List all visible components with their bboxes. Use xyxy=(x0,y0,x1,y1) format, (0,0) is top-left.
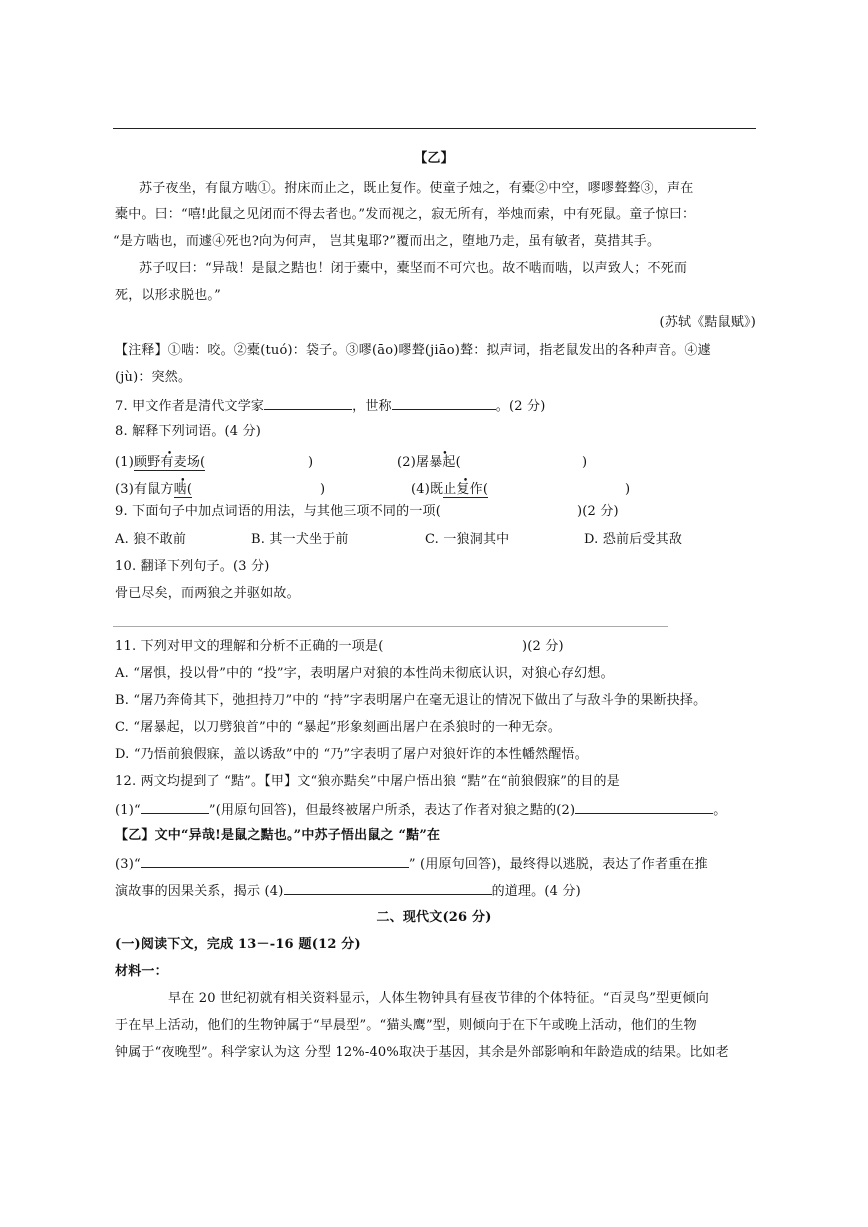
question-8-item-4: (4)既止复作( • xyxy=(411,481,488,499)
question-7: 7. 甲文作者是清代文学家 ，世称 。(2 分) xyxy=(115,396,546,416)
subsection-heading: (一)阅读下文，完成 13－-16 题(12 分) xyxy=(115,937,361,952)
answer-blank[interactable] xyxy=(284,881,492,895)
option-d[interactable]: D. “乃悟前狼假寐，盖以诱敌”中的 “乃”字表明了屠户对狼奸诈的本性幡然醒悟。 xyxy=(115,747,588,762)
option-b[interactable]: B. 其一犬坐于前 xyxy=(251,532,349,547)
question-9: 9. 下面句子中加点词语的用法，与其他三项不同的一项( xyxy=(115,504,442,519)
question-12-line: 演故事的因果关系，揭示 (4) 的道理。(4 分) xyxy=(115,881,581,901)
question-11-score: )(2 分) xyxy=(522,639,564,654)
source-citation: (苏轼《黠鼠赋》) xyxy=(659,315,756,330)
top-rule xyxy=(113,128,756,129)
question-9-score: )(2 分) xyxy=(577,504,619,519)
yi-text-line: 死，以形求脱也。” xyxy=(115,288,221,303)
question-8-item-1: (1)顾野有麦场( • xyxy=(115,454,205,472)
answer-line[interactable] xyxy=(113,626,668,627)
paren-close: ) xyxy=(582,455,588,470)
option-a[interactable]: A. “屠惧，投以骨”中的 “投”字，表明屠户对狼的本性尚未彻底认识，对狼心存幻想。 xyxy=(115,666,614,681)
yi-text-line: 苏子叹曰：“异哉！是鼠之黠也！闭于橐中，橐坚而不可穴也。故不啮而啮，以声致人；不死而 xyxy=(139,261,688,276)
option-a[interactable]: A. 狼不敢前 xyxy=(115,532,187,547)
annotation-line: (jù)：突然。 xyxy=(115,370,192,385)
material-text-line: 早在 20 世纪初就有相关资料显示，人体生物钟具有昼夜节律的个体特征。“百灵鸟”型更倾向 xyxy=(168,991,709,1006)
option-c[interactable]: C. 一狼洞其中 xyxy=(425,532,510,547)
question-11: 11. 下列对甲文的理解和分析不正确的一项是( xyxy=(115,639,384,654)
option-d[interactable]: D. 恐前后受其敌 xyxy=(584,532,683,547)
question-10: 10. 翻译下列句子。(3 分) xyxy=(115,559,270,574)
section-yi-title: 【乙】 xyxy=(414,151,454,166)
paren-close: ) xyxy=(625,482,631,497)
section-2-heading: 二、现代文(26 分) xyxy=(376,910,492,925)
answer-blank[interactable] xyxy=(264,396,352,410)
yi-text-line: “是方啮也，而遽④死也?向为何声， 岂其鬼耶?”覆而出之，堕地乃走，虽有敏者，莫措其手。 xyxy=(113,234,661,249)
question-12-line: (3)“ ” (用原句回答)，最终得以逃脱，表达了作者重在推 xyxy=(115,854,708,874)
question-8-item-2: (2)屠暴起( • xyxy=(397,454,461,472)
option-b[interactable]: B. “屠乃奔倚其下，弛担持刀”中的 “持”字表明屠户在毫无退让的情况下做出了与敌斗争的果断抉择。 xyxy=(115,693,707,708)
question-8: 8. 解释下列词语。(4 分) xyxy=(115,424,262,439)
yi-text-line: 橐中。曰：“嘻!此鼠之见闭而不得去者也。”发而视之，寂无所有，举烛而索，中有死鼠。童子惊曰： xyxy=(115,207,696,222)
yi-text-line: 苏子夜坐，有鼠方啮①。拊床而止之，既止复作。使童子烛之，有橐②中空，嘐嘐聱聱③，声在 xyxy=(139,181,694,196)
question-12: 12. 两文均提到了 “黠”。【甲】文“狼亦黠矣”中屠户悟出狼 “黠”在“前狼假寐”的目的是 xyxy=(115,774,620,789)
material-text-line: 钟属于“夜晚型”。科学家认为这 分型 12%-40%取决于基因，其余是外部影响和年龄造成的结果。比如老 xyxy=(115,1045,729,1060)
question-10-sentence: 骨已尽矣，而两狼之并驱如故。 xyxy=(115,586,300,601)
question-8-item-3: (3)有鼠方啮( • xyxy=(115,481,192,499)
paren-close: ) xyxy=(308,455,314,470)
question-12-line: (1)“ ”(用原句回答)，但最终被屠户所杀，表达了作者对狼之黠的(2) 。 xyxy=(115,800,726,820)
material-heading: 材料一： xyxy=(115,964,168,979)
material-text-line: 于在早上活动，他们的生物钟属于“早晨型”。“猫头鹰”型，则倾向于在下午或晚上活动，他们的生物 xyxy=(115,1018,697,1033)
answer-blank[interactable] xyxy=(392,396,496,410)
answer-blank[interactable] xyxy=(575,800,713,814)
paren-close: ) xyxy=(320,482,326,497)
answer-blank[interactable] xyxy=(141,800,209,814)
annotation-line: 【注释】①啮：咬。②橐(tuó)：袋子。③嘐(āo)嘐聱(jiāo)聱：拟声词，指老鼠发出的各种声音。④遽 xyxy=(115,343,711,358)
option-c[interactable]: C. “屠暴起，以刀劈狼首”中的 “暴起”形象刻画出屠户在杀狼时的一种无奈。 xyxy=(115,720,562,735)
question-12-line: 【乙】文中“异哉!是鼠之黠也。”中苏子悟出鼠之 “黠”在 xyxy=(115,828,441,843)
answer-blank[interactable] xyxy=(141,854,409,868)
